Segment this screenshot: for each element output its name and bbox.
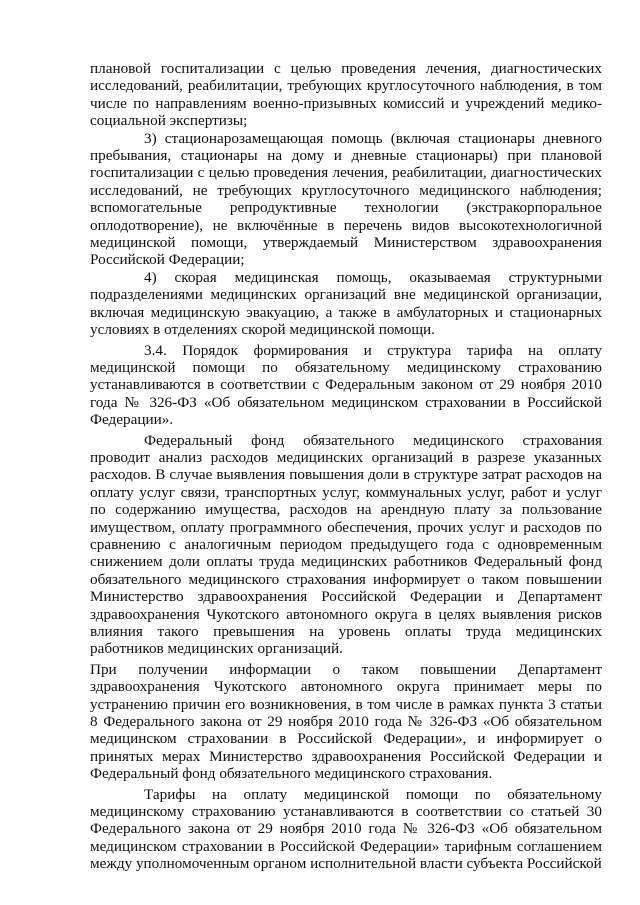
paragraph-department-measures: При получении информации о таком повышении Департамент здравоохранения Чукотского автономного округа принимает меры по устранению причин его возникновения, в том числе в рамках пункта 3 статьи 8 Федерального закона от 29 ноября 2010 года № 326-ФЗ «Об обязательном медицинском страховании в Российской Федерации», и информирует о принятых мерах Министерство здравоохранения Российской Федерации и Федеральный фонд обязательного медицинского страхования. [90,660,602,783]
document-page [90,60,602,873]
paragraph-tariffs: Тарифы на оплату медицинской помощи по обязательному медицинскому страхованию устанавливаются в соответствии со статьей 30 Федерального закона от 29 ноября 2010 года № 326-ФЗ «Об обязательном медицинском страховании в Российской Федерации» тарифным соглашением между уполномоченным органом исполнительной власти субъекта Российской [90,785,602,873]
paragraph-hospitalization-continued: плановой госпитализации с целью проведения лечения, диагностических исследований, реабилитации, требующих круглосуточного наблюдения, в том числе по направлениям военно-призывных комиссий и учреждений медико-социальной экспертизы; [90,60,602,130]
paragraph-section-3-4: 3.4. Порядок формирования и структура тарифа на оплату медицинской помощи по обязательному медицинскому страхованию устанавливаются в соответствии с Федеральным законом от 29 ноября 2010 года № 326-ФЗ «Об обязательном медицинском страховании в Российской Федерации». [90,341,602,429]
paragraph-item-4-emergency: 4) скорая медицинская помощь, оказываемая структурными подразделениями медицинских организаций вне медицинской организации, включая медицинскую эвакуацию, а также в амбулаторных и стационарных условиях в отделениях скорой медицинской помощи. [90,268,602,339]
paragraph-item-3-day-care: 3) стационарозамещающая помощь (включая стационары дневного пребывания, стационары на дому и дневные стационары) при плановой госпитализации с целью проведения лечения, реабилитации, диагностических исследований, не требующих круглосуточного медицинского наблюдения; вспомогательные репродуктивные технологии (экстракорпоральное оплодотворение), не включённые в перечень видов высокотехнологичной медицинской помощи, утверждаемый Министерством здравоохранения Российской Федерации; [90,129,602,269]
paragraph-federal-fund-analysis: Федеральный фонд обязательного медицинского страхования проводит анализ расходов медицинских организаций в разрезе указанных расходов. В случае выявления повышения доли в структуре затрат расходов на оплату услуг связи, транспортных услуг, коммунальных услуг, работ и услуг по содержанию имущества, расходов на арендную плату за пользование имуществом, оплату программного обеспечения, прочих услуг и расходов по сравнению с аналогичным периодом предыдущего года с одновременным снижением доли оплаты труда медицинских работников Федеральный фонд обязательного медицинского страхования информирует о таком повышении Министерство здравоохранения Российской Федерации и Департамент здравоохранения Чукотского автономного округа в целях выявления рисков влияния такого превышения на уровень оплаты труда медицинских работников медицинских организаций. [90,431,602,658]
